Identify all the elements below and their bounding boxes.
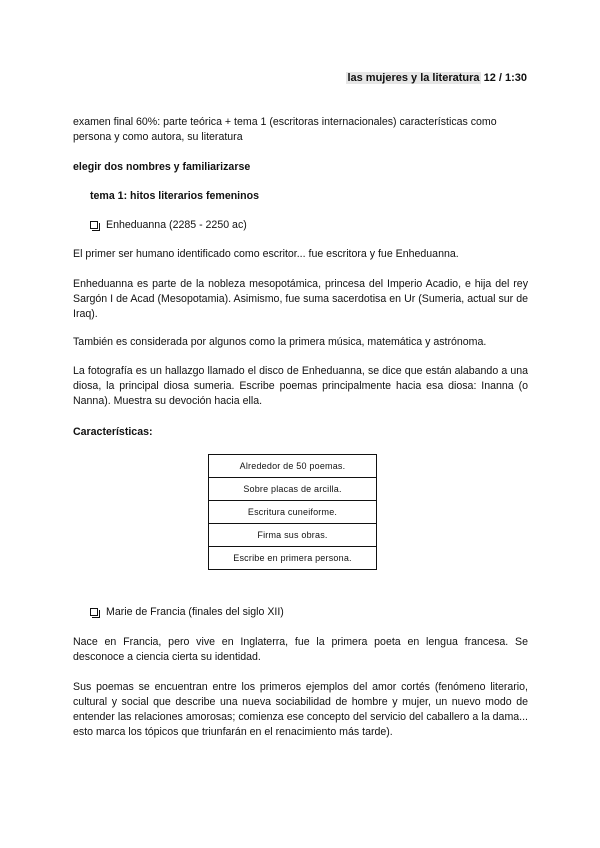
checkbox-bullet-icon [90, 221, 98, 229]
paragraph: El primer ser humano identificado como escritor... fue escritora y fue Enheduanna. [73, 248, 459, 260]
header-title: las mujeres y la literatura [347, 72, 480, 84]
table-cell: Alrededor de 50 poemas. [209, 455, 377, 478]
paragraph: Nace en Francia, pero vive en Inglaterra, fue la primera poeta en lengua francesa. Se desconoce a ciencia cierta su identidad. [73, 636, 528, 663]
features-heading: Características: [73, 426, 153, 438]
table-cell: Escribe en primera persona. [209, 547, 377, 570]
bullet-enheduanna [90, 218, 247, 233]
instruction-text: elegir dos nombres y familiarizarse [73, 161, 251, 173]
header-schedule: 12 / 1:30 [480, 72, 527, 84]
table-cell: Escritura cuneiforme. [209, 501, 377, 524]
checkbox-bullet-icon [90, 608, 98, 616]
paragraph: Enheduanna es parte de la nobleza mesopotámica, princesa del Imperio Acadio, e hija del rey Sargón I de Acad (Mesopotamia). Asimismo, fue suma sacerdotisa en Ur (Sumeria, actual sur de Iraq). [73, 278, 528, 320]
intro-paragraph: examen final 60%: parte teórica + tema 1 (escritoras internacionales) características como persona y como autora, su literatura [73, 116, 497, 143]
bullet-marie-label: Marie de Francia (finales del siglo XII) [106, 606, 284, 618]
table-row [209, 478, 377, 501]
bullet-enheduanna-label: Enheduanna (2285 - 2250 ac) [106, 219, 247, 231]
paragraph: También es considerada por algunos como la primera música, matemática y astrónoma. [73, 336, 487, 348]
bullet-marie-de-francia [90, 605, 284, 620]
table-row [209, 501, 377, 524]
table-row [209, 455, 377, 478]
paragraph: La fotografía es un hallazgo llamado el disco de Enheduanna, se dice que están alabando a una diosa, la principal diosa sumeria. Escribe poemas principalmente hacia esa diosa: Inanna (o Nanna). Muestra su devoción hacia ella. [73, 365, 528, 407]
topic-heading: tema 1: hitos literarios femeninos [90, 190, 259, 202]
table-row [209, 524, 377, 547]
table-cell: Firma sus obras. [209, 524, 377, 547]
table-cell: Sobre placas de arcilla. [209, 478, 377, 501]
page-header [346, 72, 527, 84]
paragraph: Sus poemas se encuentran entre los primeros ejemplos del amor cortés (fenómeno literario, cultural y social que describe una nueva sociabilidad de hombre y mujer, un nuevo modo de entender las relaciones amorosas; comienza ese concepto del servicio del caballero a la dama... esto marca los tópicos que triunfarán en el renacimiento más tarde). [73, 681, 528, 738]
table-row [209, 547, 377, 570]
features-table [208, 454, 377, 570]
